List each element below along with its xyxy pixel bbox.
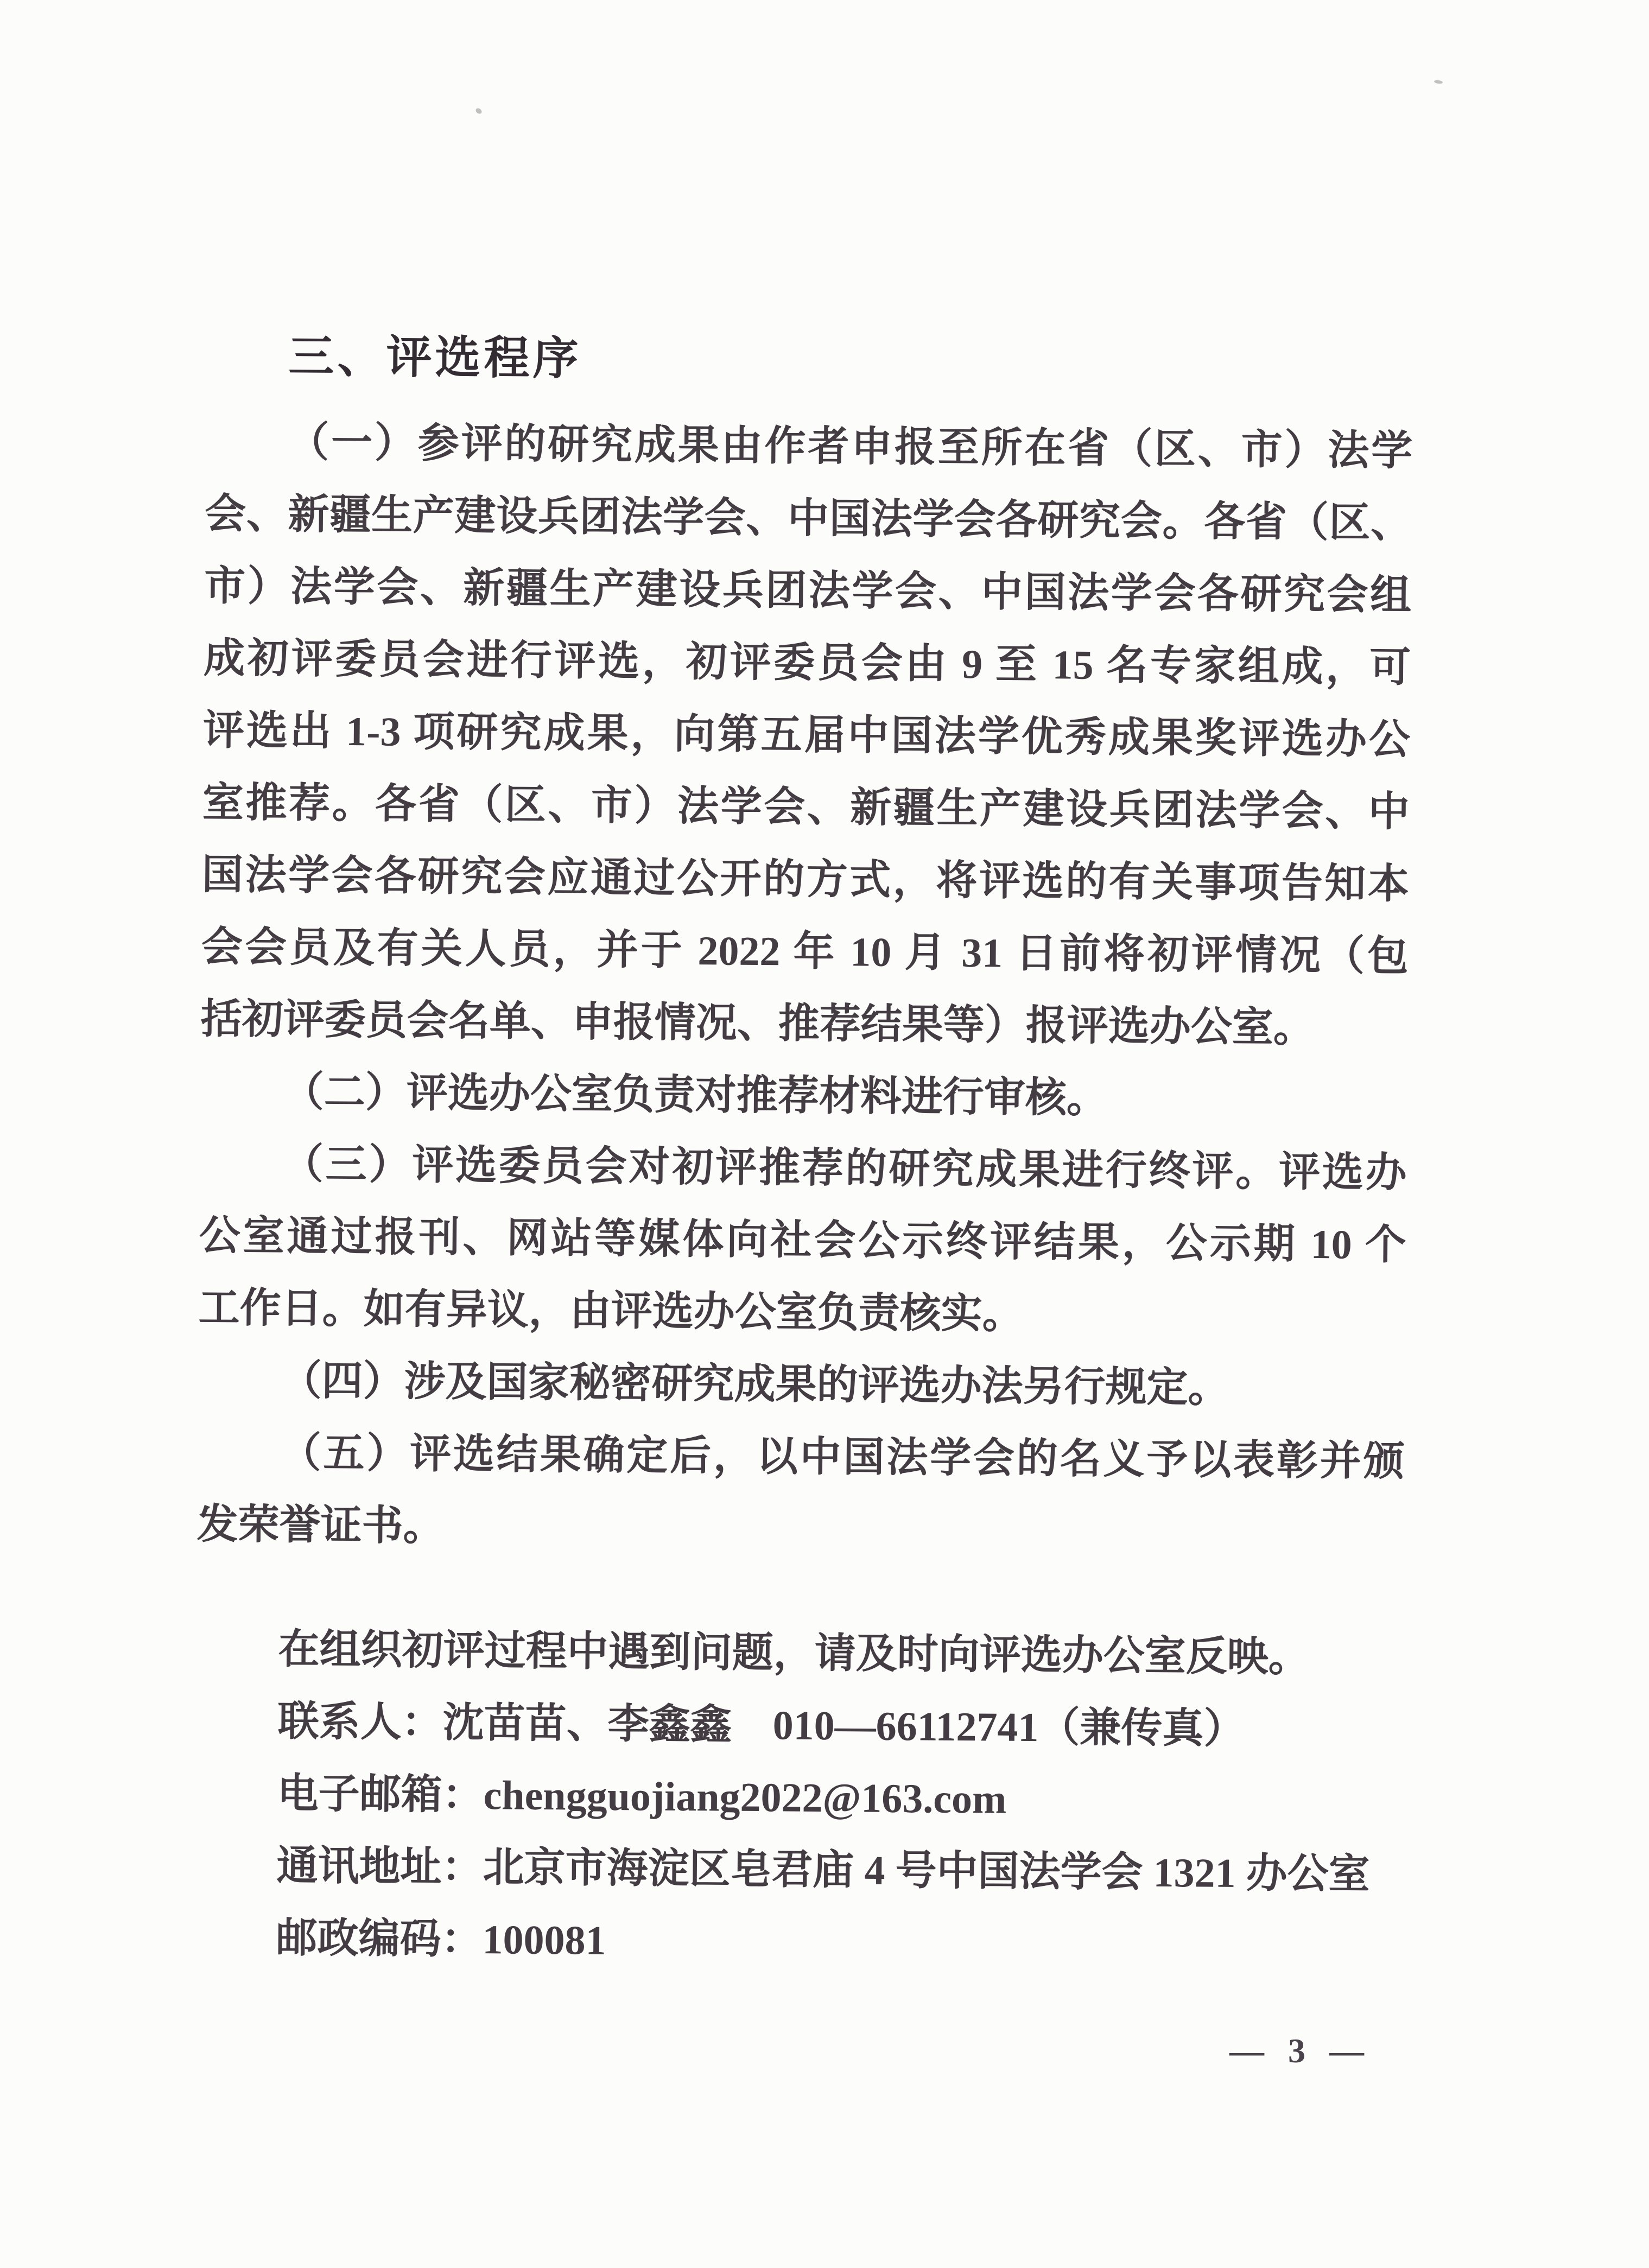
- scan-speck: [475, 107, 483, 115]
- contact-person-line: 联系人：沈苗苗、李鑫鑫 010—66112741（兼传真）: [277, 1699, 1245, 1752]
- scan-speck: [1434, 80, 1443, 84]
- body-line: 成初评委员会进行评选，初评委员会由 9 至 15 名专家组成，可: [203, 635, 1411, 691]
- body-line: 会会员及有关人员，并于 2022 年 10 月 31 日前将初评情况（包: [201, 924, 1409, 980]
- body-line: 室推荐。各省（区、市）法学会、新疆生产建设兵团法学会、中: [202, 779, 1410, 835]
- body-line: 括初评委员会名单、申报情况、推荐结果等）报评选办公室。: [200, 996, 1315, 1051]
- body-line: （二）评选办公室负责对推荐材料进行审核。: [282, 1069, 1108, 1122]
- contact-postcode-line: 邮政编码：100081: [276, 1915, 606, 1964]
- body-line: 市）法学会、新疆生产建设兵团法学会、中国法学会各研究会组: [204, 563, 1412, 619]
- document-body: [193, 319, 1413, 1983]
- contact-email-line: 电子邮箱：chengguojiang2022@163.com: [277, 1771, 1007, 1822]
- contact-address-line: 通讯地址：北京市海淀区皂君庙 4 号中国法学会 1321 办公室: [276, 1843, 1370, 1897]
- body-line: 公室通过报刊、网站等媒体向社会公示终评结果，公示期 10 个: [199, 1212, 1406, 1268]
- section-heading: 三、评选程序: [288, 331, 582, 384]
- body-line: 国法学会各研究会应通过公开的方式，将评选的有关事项告知本: [201, 852, 1410, 907]
- contact-note-line: 在组织初评过程中遇到问题，请及时向评选办公室反映。: [278, 1627, 1310, 1681]
- body-line: （三）评选委员会对初评推荐的研究成果进行终评。评选办: [282, 1141, 1407, 1196]
- body-line: 评选出 1-3 项研究成果，向第五届中国法学优秀成果奖评选办公: [202, 707, 1411, 763]
- page-number: — 3 —: [1229, 2031, 1372, 2070]
- body-line: （四）涉及国家秘密研究成果的评选办法另行规定。: [280, 1358, 1229, 1411]
- body-line: 工作日。如有异议，由评选办公室负责核实。: [198, 1285, 1024, 1337]
- body-line: （五）评选结果确定后，以中国法学会的名义予以表彰并颁: [280, 1430, 1405, 1485]
- contact-block: [193, 1613, 1403, 1983]
- body-line: 发荣誉证书。: [196, 1501, 445, 1549]
- body-line: 会、新疆生产建设兵团法学会、中国法学会各研究会。各省（区、: [204, 491, 1412, 547]
- body-line: （一）参评的研究成果由作者申报至所在省（区、市）法学: [287, 420, 1413, 474]
